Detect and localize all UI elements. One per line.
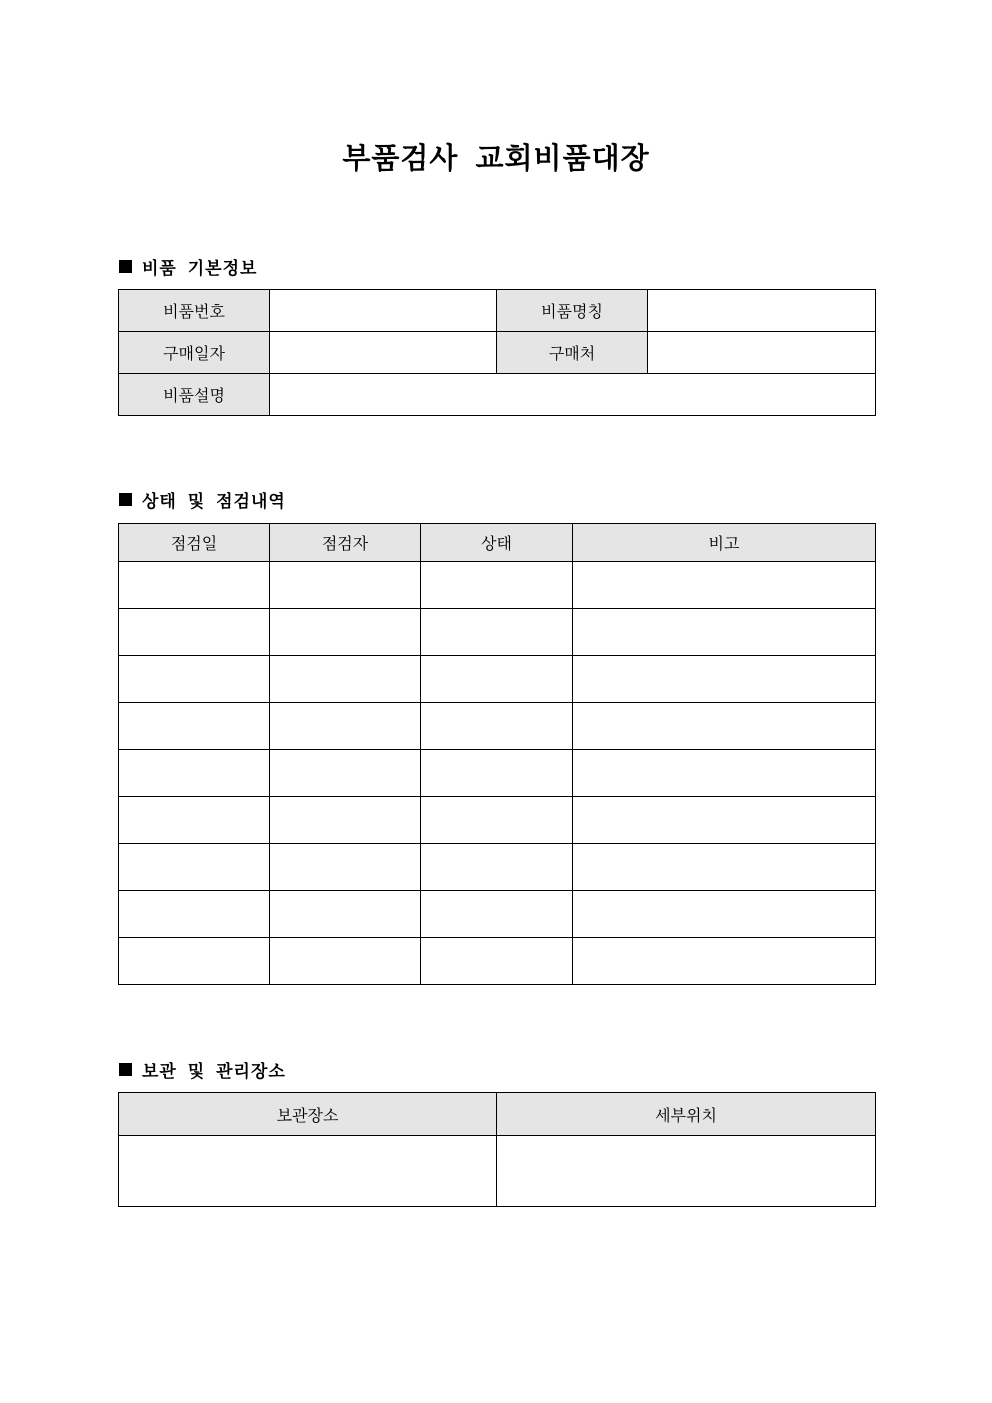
inspector-cell[interactable] [270,797,421,844]
label-description: 비품설명 [119,374,270,416]
storage-location-field[interactable] [119,1136,497,1207]
inspection-rows [119,562,876,985]
table-row [119,797,876,844]
remarks-cell[interactable] [573,844,876,891]
table-row [119,844,876,891]
section-heading-storage [119,1057,286,1082]
inspection-date-cell[interactable] [119,656,270,703]
col-header-detail-position: 세부위치 [497,1093,876,1136]
inspection-date-cell[interactable] [119,703,270,750]
square-bullet-icon [119,1063,132,1076]
inspector-cell[interactable] [270,656,421,703]
label-item-no: 비품번호 [119,290,270,332]
table-row [119,938,876,985]
inspection-date-cell[interactable] [119,750,270,797]
storage-table [118,1092,876,1207]
inspection-date-cell[interactable] [119,562,270,609]
remarks-cell[interactable] [573,750,876,797]
table-row [119,609,876,656]
item-name-field[interactable] [648,290,876,332]
remarks-cell[interactable] [573,938,876,985]
remarks-cell[interactable] [573,703,876,750]
status-cell[interactable] [421,938,573,985]
section-heading-basic [119,254,257,279]
inspector-cell[interactable] [270,938,421,985]
section-heading-storage-text: 보관 및 관리장소 [142,1062,286,1082]
col-header-inspector: 점검자 [270,524,421,562]
status-cell[interactable] [421,703,573,750]
section-heading-inspection-text: 상태 및 점검내역 [142,492,286,512]
label-purchase-date: 구매일자 [119,332,270,374]
status-cell[interactable] [421,797,573,844]
table-row [119,750,876,797]
table-row [119,891,876,938]
inspection-table [118,523,876,985]
description-field[interactable] [270,374,876,416]
status-cell[interactable] [421,891,573,938]
basic-info-table [118,289,876,416]
remarks-cell[interactable] [573,797,876,844]
inspector-cell[interactable] [270,750,421,797]
square-bullet-icon [119,493,132,506]
remarks-cell[interactable] [573,891,876,938]
inspector-cell[interactable] [270,609,421,656]
table-row [119,562,876,609]
col-header-status: 상태 [421,524,573,562]
inspection-date-cell[interactable] [119,891,270,938]
label-item-name: 비품명칭 [497,290,648,332]
inspector-cell[interactable] [270,891,421,938]
section-heading-basic-text: 비품 기본정보 [142,259,258,279]
col-header-storage-location: 보관장소 [119,1093,497,1136]
table-row [119,656,876,703]
detail-position-field[interactable] [497,1136,876,1207]
inspection-date-cell[interactable] [119,938,270,985]
remarks-cell[interactable] [573,562,876,609]
label-vendor: 구매처 [497,332,648,374]
remarks-cell[interactable] [573,609,876,656]
item-no-field[interactable] [270,290,497,332]
inspector-cell[interactable] [270,562,421,609]
inspector-cell[interactable] [270,844,421,891]
page-title: 부품검사 교회비품대장 [342,141,650,175]
col-header-inspection-date: 점검일 [119,524,270,562]
status-cell[interactable] [421,750,573,797]
inspection-date-cell[interactable] [119,609,270,656]
col-header-remarks: 비고 [573,524,876,562]
status-cell[interactable] [421,844,573,891]
inspection-date-cell[interactable] [119,797,270,844]
square-bullet-icon [119,260,132,273]
table-row [119,703,876,750]
section-heading-inspection [119,487,286,512]
vendor-field[interactable] [648,332,876,374]
purchase-date-field[interactable] [270,332,497,374]
inspector-cell[interactable] [270,703,421,750]
status-cell[interactable] [421,562,573,609]
status-cell[interactable] [421,656,573,703]
status-cell[interactable] [421,609,573,656]
remarks-cell[interactable] [573,656,876,703]
inspection-date-cell[interactable] [119,844,270,891]
